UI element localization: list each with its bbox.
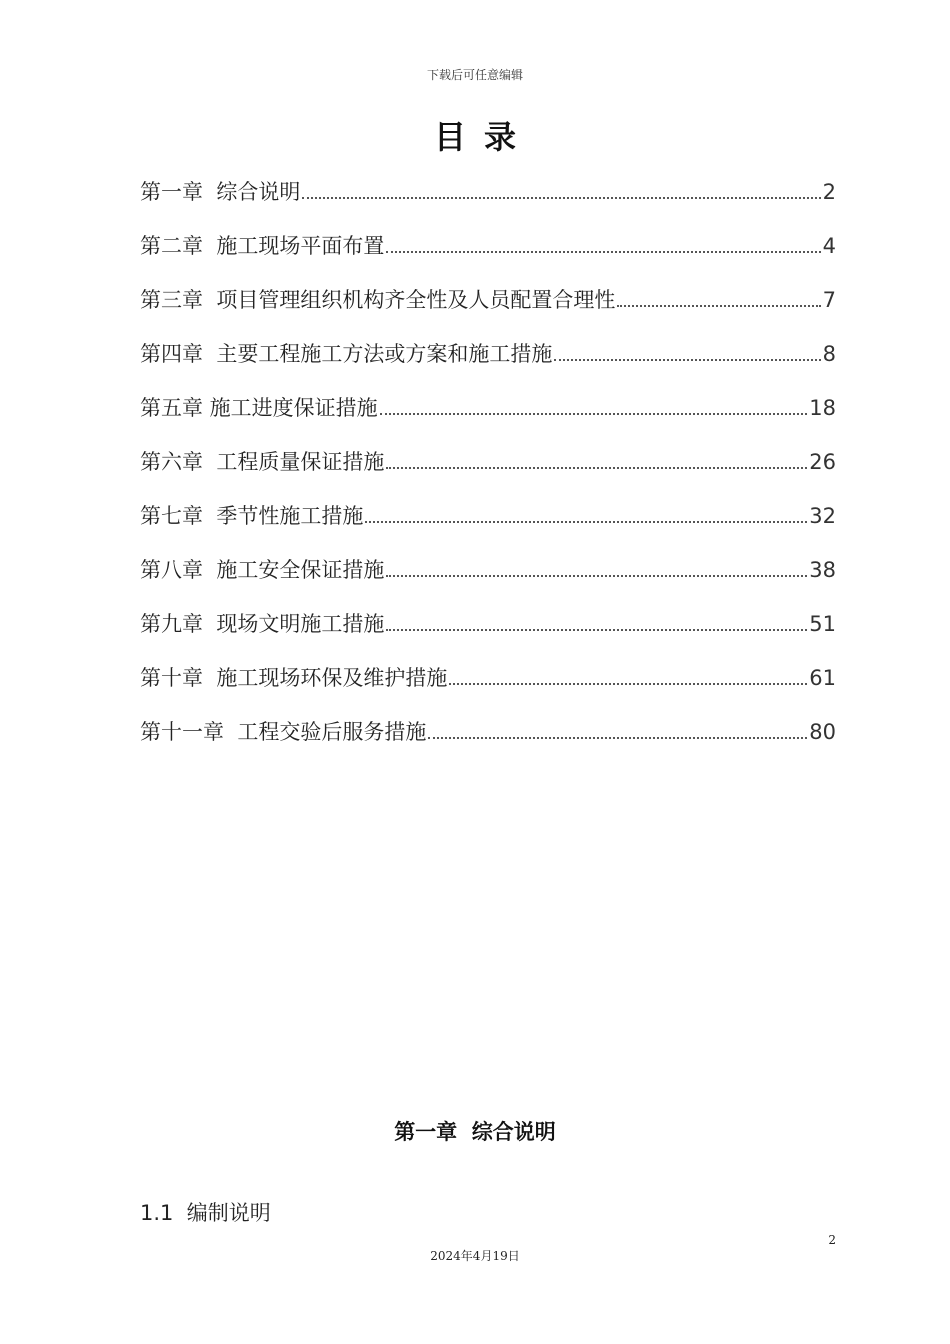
toc-entry-page: 38 [809, 558, 836, 582]
toc-entry-page: 18 [809, 396, 836, 420]
toc-entry-label: 第九章 现场文明施工措施 [140, 612, 385, 636]
toc-entry-page: 32 [809, 504, 836, 528]
toc-entry-label: 第四章 主要工程施工方法或方案和施工措施 [140, 342, 553, 366]
toc-dot-leader [386, 628, 807, 631]
toc-dot-leader [386, 574, 807, 577]
toc-dot-leader [617, 304, 820, 307]
toc-entry-page: 2 [822, 180, 836, 204]
toc-dot-leader [554, 358, 820, 361]
toc-entry[interactable] [140, 500, 836, 554]
toc-entry[interactable] [140, 554, 836, 608]
toc-entry-label: 第五章 施工进度保证措施 [140, 396, 378, 420]
toc-title: 目录 [433, 118, 534, 156]
toc-entry-page: 8 [822, 342, 836, 366]
chapter-heading: 第一章 综合说明 [394, 1120, 556, 1144]
toc-entry-page: 80 [809, 720, 836, 744]
toc-entry[interactable] [140, 446, 836, 500]
toc-dot-leader [380, 412, 808, 415]
toc-entry-page: 61 [809, 666, 836, 690]
toc-entry-label: 第六章 工程质量保证措施 [140, 450, 385, 474]
toc-dot-leader [302, 196, 820, 199]
toc-entry[interactable] [140, 176, 836, 230]
toc-entry-label: 第十章 施工现场环保及维护措施 [140, 666, 448, 690]
toc-entry-page: 4 [822, 234, 836, 258]
toc-entry-label: 第二章 施工现场平面布置 [140, 234, 385, 258]
toc-dot-leader [428, 736, 807, 739]
toc-entry[interactable] [140, 230, 836, 284]
toc-entry-label: 第八章 施工安全保证措施 [140, 558, 385, 582]
toc-entry-label: 第七章 季节性施工措施 [140, 504, 364, 528]
toc-entry[interactable] [140, 716, 836, 770]
toc-entry-page: 7 [822, 288, 836, 312]
toc-entry[interactable] [140, 284, 836, 338]
toc-entry[interactable] [140, 392, 836, 446]
toc-dot-leader [386, 250, 820, 253]
toc-entry[interactable] [140, 338, 836, 392]
section-heading: 1.1 编制说明 [140, 1201, 271, 1225]
toc-entry[interactable] [140, 608, 836, 662]
toc-dot-leader [365, 520, 807, 523]
toc-dot-leader [386, 466, 807, 469]
toc-entry-page: 26 [809, 450, 836, 474]
toc-entry-page: 51 [809, 612, 836, 636]
header-note: 下载后可任意编辑 [426, 68, 523, 82]
toc-dot-leader [449, 682, 807, 685]
toc-entry[interactable] [140, 662, 836, 716]
toc-entry-label: 第一章 综合说明 [140, 180, 301, 204]
toc-entry-label: 第十一章 工程交验后服务措施 [140, 720, 427, 744]
table-of-contents [140, 176, 836, 770]
toc-entry-label: 第三章 项目管理组织机构齐全性及人员配置合理性 [140, 288, 616, 312]
footer-date: 2024年4月19日 [430, 1249, 520, 1263]
page-number: 2 [828, 1233, 836, 1247]
